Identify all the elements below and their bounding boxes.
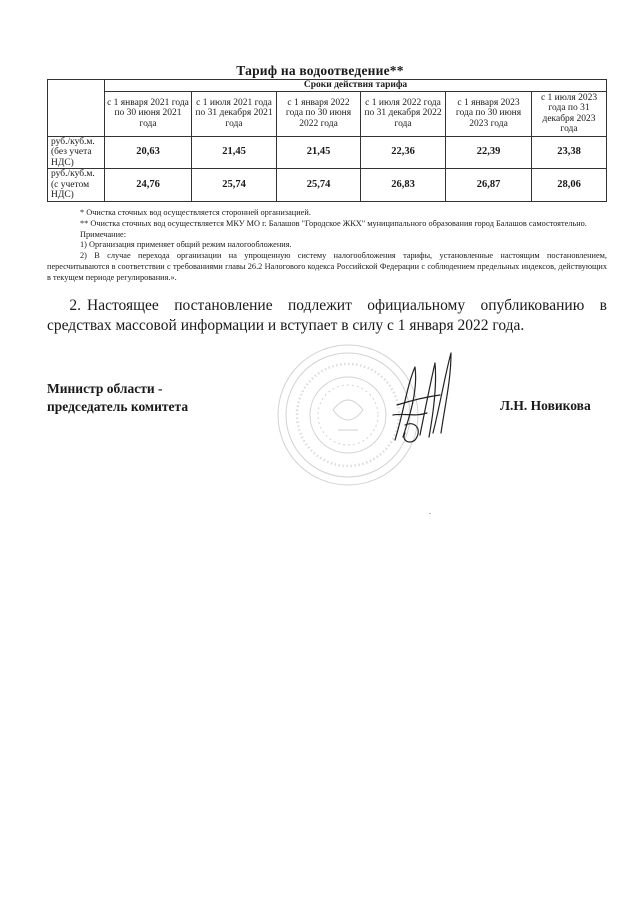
tariff-value-cell: 28,06 bbox=[532, 169, 607, 202]
signatory-name: Л.Н. Новикова bbox=[500, 398, 591, 413]
signatory-position bbox=[47, 380, 188, 416]
period-header-cell: с 1 января 2023 года по 30 июня 2023 года bbox=[446, 91, 532, 136]
remarks-label: Примечание: bbox=[80, 229, 127, 239]
paragraph-text: Настоящее постановление подлежит официальному опубликованию в средствах массовой информации и вступает в силу с 1 января 2022 года. bbox=[47, 297, 607, 334]
period-header-cell: с 1 января 2021 года по 30 июня 2021 года bbox=[105, 91, 192, 136]
table-row bbox=[48, 169, 607, 202]
position-line-2: председатель комитета bbox=[47, 399, 189, 414]
remark-1: 1) Организация применяет общий режим налогообложения. bbox=[80, 240, 292, 250]
tariff-value-cell: 21,45 bbox=[277, 136, 361, 169]
tariff-value-cell: 23,38 bbox=[532, 136, 607, 169]
tariff-value-cell: 24,76 bbox=[105, 169, 192, 202]
period-header-cell: с 1 июля 2021 года по 31 декабря 2021 года bbox=[192, 91, 277, 136]
tariff-value-cell: 20,63 bbox=[105, 136, 192, 169]
footnote-2: ** Очистка сточных вод осуществляется МКУ МО г. Балашов "Городское ЖКХ" муниципального образования город Балашов самостоятельно. bbox=[80, 218, 587, 228]
unit-header-cell bbox=[48, 80, 105, 137]
tariff-value-cell: 22,39 bbox=[446, 136, 532, 169]
period-header-cell: с 1 января 2022 года по 30 июня 2022 года bbox=[277, 91, 361, 136]
position-line-1: Министр области - bbox=[47, 381, 163, 396]
unit-cell: руб./куб.м. (с учетом НДС) bbox=[48, 169, 105, 202]
paragraph-2 bbox=[47, 296, 607, 336]
scan-speck bbox=[429, 513, 431, 514]
tariff-value-cell: 25,74 bbox=[277, 169, 361, 202]
paragraph-number: 2. bbox=[69, 297, 81, 314]
table-period-row bbox=[48, 91, 607, 136]
table-row bbox=[48, 136, 607, 169]
unit-cell: руб./куб.м. (без учета НДС) bbox=[48, 136, 105, 169]
period-header-cell: с 1 июля 2022 года по 31 декабря 2022 года bbox=[361, 91, 446, 136]
footnotes bbox=[47, 208, 607, 284]
tariff-value-cell: 26,87 bbox=[446, 169, 532, 202]
footnote-1: * Очистка сточных вод осуществляется сторонней организацией. bbox=[80, 208, 311, 217]
tariff-value-cell: 21,45 bbox=[192, 136, 277, 169]
remark-2: 2) В случае перехода организации на упрощенную систему налогообложения тарифы, установленные настоящим постановлением, пересчитываются в соответствии с требованиями главы 26.2 Налогового кодекса Российской Федерации с соблюдением предельных индексов, действующих в текущем периоде регулирования.». bbox=[47, 251, 607, 282]
tariff-value-cell: 22,36 bbox=[361, 136, 446, 169]
handwritten-signature bbox=[385, 345, 465, 455]
tariff-value-cell: 25,74 bbox=[192, 169, 277, 202]
tariff-title: Тариф на водоотведение** bbox=[236, 63, 404, 78]
period-header-cell: с 1 июля 2023 года по 31 декабря 2023 года bbox=[532, 91, 607, 136]
tariff-value-cell: 26,83 bbox=[361, 169, 446, 202]
table-header-group-row bbox=[48, 80, 607, 92]
tariff-table bbox=[47, 79, 607, 202]
tariff-period-group-header: Сроки действия тарифа bbox=[105, 80, 607, 92]
